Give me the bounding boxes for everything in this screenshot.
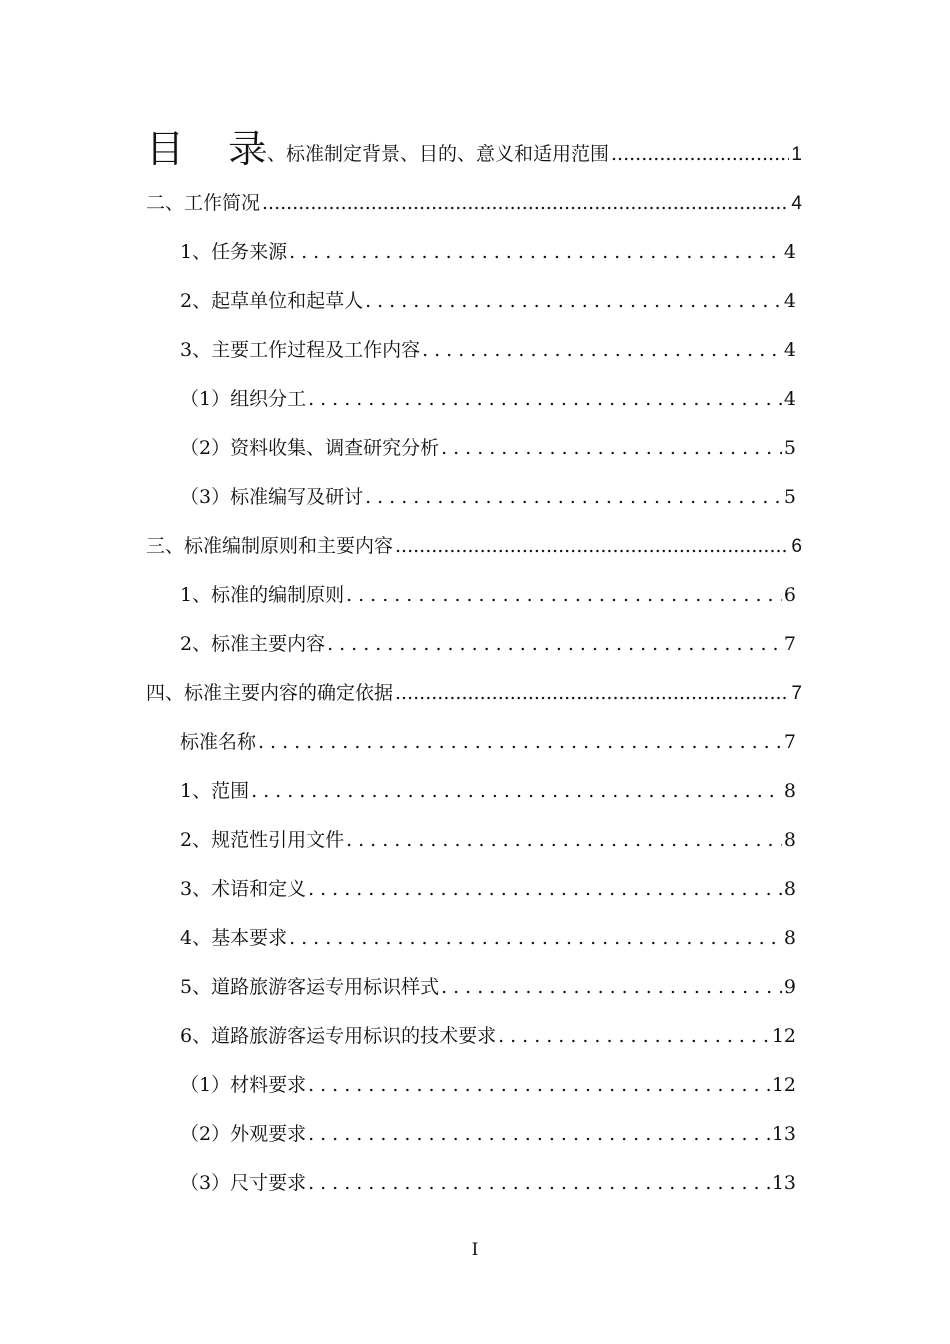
toc-entry[interactable] xyxy=(146,680,802,706)
toc-leader xyxy=(346,827,782,853)
toc-entry[interactable] xyxy=(180,729,796,755)
toc-leader xyxy=(262,190,789,216)
toc-entry[interactable] xyxy=(180,1023,796,1049)
toc-entry-page: 7 xyxy=(791,683,802,704)
toc-entry-label: 2、规范性引用文件 xyxy=(180,829,345,851)
toc-leader xyxy=(422,337,782,363)
toc-entry-label: 1、标准的编制原则 xyxy=(180,584,345,606)
toc-entry-label: 三、标准编制原则和主要内容 xyxy=(146,535,394,557)
toc-entry-page: 4 xyxy=(783,388,796,410)
toc-entry-label: （2）外观要求 xyxy=(180,1123,307,1145)
toc-entry[interactable] xyxy=(146,190,802,216)
toc-entry[interactable] xyxy=(180,631,796,657)
toc-entry-page: 8 xyxy=(783,829,796,851)
toc-entry-page: 8 xyxy=(783,927,796,949)
toc-entry[interactable] xyxy=(180,337,796,363)
toc-entry-label: 4、基本要求 xyxy=(180,927,288,949)
toc-entry-label: （1）组织分工 xyxy=(180,388,307,410)
toc-entry[interactable] xyxy=(180,386,796,412)
page-footer-number: I xyxy=(471,1240,479,1260)
toc-leader xyxy=(365,484,782,510)
toc-entry-label: （1）材料要求 xyxy=(180,1074,307,1096)
toc-entry-label: （3）标准编写及研讨 xyxy=(180,486,364,508)
toc-entry-label: 2、起草单位和起草人 xyxy=(180,290,364,312)
toc-entry-page: 7 xyxy=(783,731,796,753)
toc-entry-label: 5、道路旅游客运专用标识样式 xyxy=(180,976,440,998)
toc-leader xyxy=(327,631,782,657)
toc-entry-label: 1、任务来源 xyxy=(180,241,288,263)
toc-entry-page: 4 xyxy=(783,339,796,361)
toc-leader xyxy=(441,435,782,461)
toc-entry[interactable] xyxy=(146,533,802,559)
toc-entry-page: 6 xyxy=(783,584,796,606)
toc-leader xyxy=(611,141,789,167)
toc-leader xyxy=(289,239,782,265)
toc-entry[interactable] xyxy=(180,239,796,265)
toc-leader xyxy=(308,1072,770,1098)
toc-entry-page: 7 xyxy=(783,633,796,655)
toc-entry-label: 四、标准主要内容的确定依据 xyxy=(146,682,394,704)
toc-entry[interactable] xyxy=(180,876,796,902)
toc-entry[interactable] xyxy=(180,1121,796,1147)
toc-entry-page: 5 xyxy=(783,437,796,459)
toc-entry-page: 8 xyxy=(783,878,796,900)
toc-entry-label: 6、道路旅游客运专用标识的技术要求 xyxy=(180,1025,497,1047)
toc-entry-page: 12 xyxy=(771,1025,796,1047)
toc-entry-label: （2）资料收集、调查研究分析 xyxy=(180,437,440,459)
toc-entry-page: 4 xyxy=(783,290,796,312)
toc-leader xyxy=(308,1170,770,1196)
toc-leader xyxy=(289,925,782,951)
toc-entry[interactable] xyxy=(248,141,802,167)
toc-entry-page: 4 xyxy=(783,241,796,263)
toc-entry-label: 3、术语和定义 xyxy=(180,878,307,900)
toc-leader xyxy=(365,288,782,314)
toc-entry[interactable] xyxy=(180,435,796,461)
toc-leader xyxy=(251,778,782,804)
toc-entry[interactable] xyxy=(180,1072,796,1098)
toc-entry-page: 9 xyxy=(783,976,796,998)
toc-entry-page: 8 xyxy=(783,780,796,802)
toc-entry[interactable] xyxy=(180,827,796,853)
toc-entry[interactable] xyxy=(180,582,796,608)
toc-entry-label: 2、标准主要内容 xyxy=(180,633,326,655)
toc-entry-page: 6 xyxy=(791,536,802,557)
toc-leader xyxy=(346,582,782,608)
toc-entry[interactable] xyxy=(180,484,796,510)
toc-entry-page: 5 xyxy=(783,486,796,508)
toc-entry[interactable] xyxy=(180,974,796,1000)
toc-leader xyxy=(395,533,789,559)
toc-leader xyxy=(395,680,789,706)
toc-entry-label: 1、范围 xyxy=(180,780,250,802)
toc-entry[interactable] xyxy=(180,1170,796,1196)
toc-entry-page: 4 xyxy=(791,193,802,214)
toc-entry-page: 12 xyxy=(771,1074,796,1096)
toc-entry-label: 一、标准制定背景、目的、意义和适用范围 xyxy=(248,143,610,165)
toc-entry-page: 13 xyxy=(771,1172,796,1194)
toc-leader xyxy=(441,974,782,1000)
toc-entry-label: （3）尺寸要求 xyxy=(180,1172,307,1194)
toc-entry-label: 二、工作简况 xyxy=(146,192,261,214)
toc-entry-label: 3、主要工作过程及工作内容 xyxy=(180,339,421,361)
toc-entry[interactable] xyxy=(180,778,796,804)
toc-leader xyxy=(308,876,782,902)
toc-entry-page: 13 xyxy=(771,1123,796,1145)
toc-entry-page: 1 xyxy=(791,144,802,165)
toc-leader xyxy=(308,386,782,412)
toc-leader xyxy=(498,1023,770,1049)
toc-entry-label: 标准名称 xyxy=(180,731,257,753)
toc-leader xyxy=(308,1121,770,1147)
toc-title: 目 录 xyxy=(146,127,283,171)
toc-entry[interactable] xyxy=(180,925,796,951)
toc-entry[interactable] xyxy=(180,288,796,314)
toc-leader xyxy=(258,729,782,755)
